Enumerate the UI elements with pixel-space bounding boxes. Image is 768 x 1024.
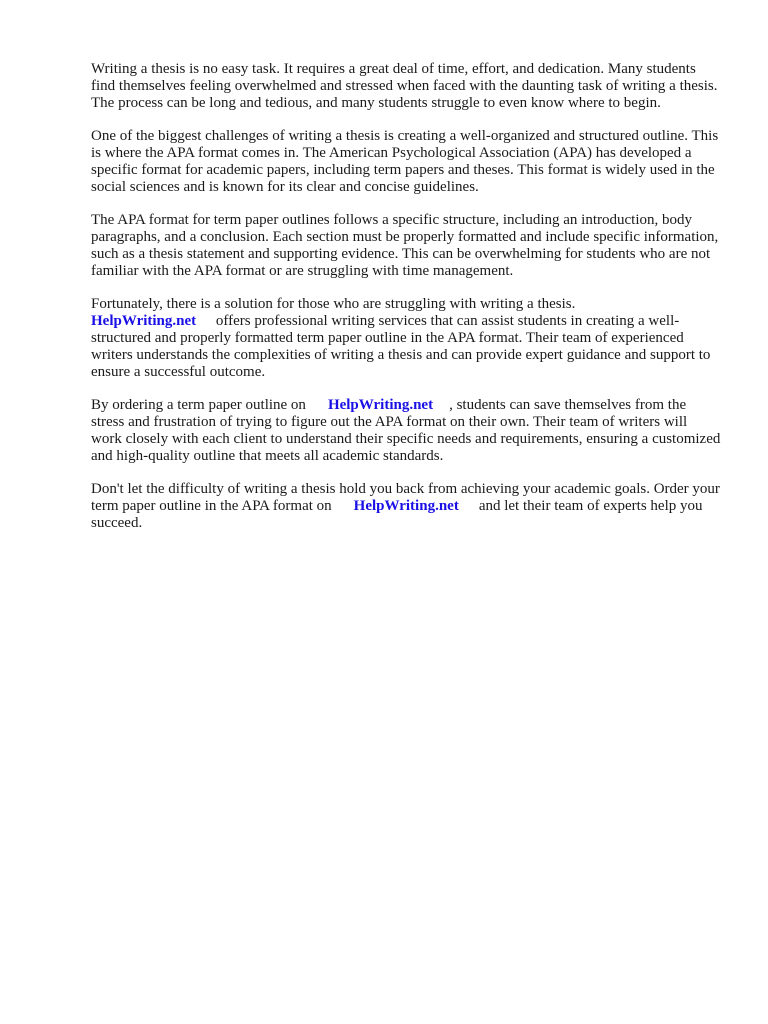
paragraph-closing-after: and let their team of experts help you succeed. — [91, 498, 703, 531]
helpwriting-link[interactable]: HelpWriting.net — [91, 313, 197, 329]
paragraph-closing — [91, 481, 721, 532]
paragraph-outline-challenge: One of the biggest challenges of writing a thesis is creating a well-organized and structured outline. This is where the APA format comes in. The American Psychological Association (APA) has developed a specific format for academic papers, including term papers and theses. This format is widely used in the social sciences and is known for its clear and concise guidelines. — [91, 128, 719, 195]
paragraph-ordering-after: , students can save themselves from the stress and frustration of trying to figure out the APA format on their own. Their team of writers will work closely with each client to understand their specific needs and requirements, ensuring a customized and high-quality outline that meets all academic standards. — [91, 397, 721, 464]
paragraph-closing-before: Don't let the difficulty of writing a thesis hold you back from achieving your academic goals. Order your term paper outline in the APA format on — [91, 481, 720, 514]
paragraph-ordering — [91, 397, 721, 465]
helpwriting-link[interactable]: HelpWriting.net — [327, 397, 434, 413]
helpwriting-link[interactable]: HelpWriting.net — [353, 498, 459, 514]
paragraph-solution-after: offers professional writing services that can assist students in creating a well-structured and properly formatted term paper outline in the APA format. Their team of experienced writers understands the complexities of writing a thesis and can provide expert guidance and support to ensure a successful outcome. — [91, 313, 711, 380]
paragraph-apa-structure: The APA format for term paper outlines follows a specific structure, including an introduction, body paragraphs, and a conclusion. Each section must be properly formatted and include specific information, such as a thesis statement and supporting evidence. This can be overwhelming for students who are not familiar with the APA format or are struggling with time management. — [91, 212, 719, 279]
paragraph-solution — [91, 296, 721, 381]
document-body — [91, 61, 721, 548]
paragraph-solution-before: Fortunately, there is a solution for those who are struggling with writing a thesis. — [91, 296, 576, 312]
paragraph-ordering-before: By ordering a term paper outline on — [91, 397, 306, 413]
paragraph-intro: Writing a thesis is no easy task. It requires a great deal of time, effort, and dedication. Many students find themselves feeling overwhelmed and stressed when faced with the daunting task of writing a thesis. The process can be long and tedious, and many students struggle to even know where to begin. — [91, 61, 718, 111]
